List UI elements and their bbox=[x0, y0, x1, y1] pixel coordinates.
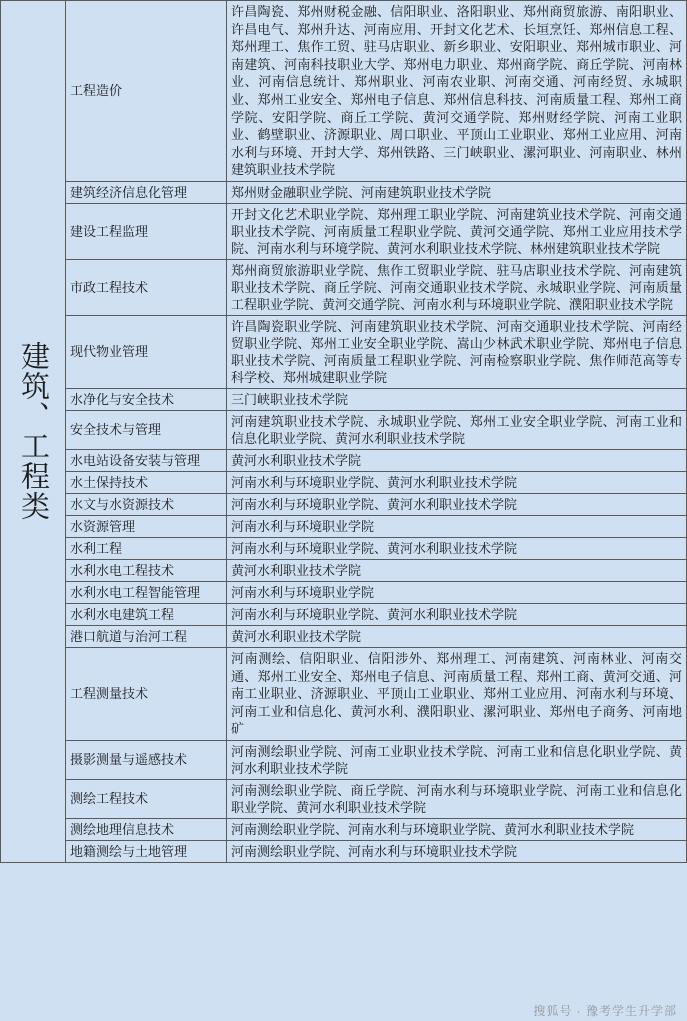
school-list: 开封文化艺术职业学院、郑州理工职业学院、河南建筑业技术学院、河南交通职业技术学院、河南质量工程职业学院、黄河交通学院、郑州工业应用技术学院、河南水利与环境学院、黄河水利职业技术学院、林州建筑职业技术学院 bbox=[227, 203, 687, 259]
table-row bbox=[1, 181, 687, 203]
major-name: 水利水电建筑工程 bbox=[66, 603, 227, 625]
table-row bbox=[1, 388, 687, 410]
table-row bbox=[1, 840, 687, 862]
watermark-text: 搜狐号 · 豫考学生升学部 bbox=[533, 1004, 677, 1018]
school-list: 河南测绘职业学院、商丘学院、河南水利与环境职业学院、河南工业和信息化职业学院、黄河水利职业技术学院 bbox=[227, 779, 687, 818]
school-list: 河南水利与环境职业学院、黄河水利职业技术学院 bbox=[227, 471, 687, 493]
school-list: 三门峡职业技术学院 bbox=[227, 388, 687, 410]
major-name: 建筑经济信息化管理 bbox=[66, 181, 227, 203]
table-row bbox=[1, 259, 687, 315]
table-row bbox=[1, 471, 687, 493]
table-body bbox=[1, 1, 687, 863]
category-label: 建筑、工程类 bbox=[17, 341, 49, 522]
table-row bbox=[1, 493, 687, 515]
table-row bbox=[1, 647, 687, 740]
major-name: 水土保持技术 bbox=[66, 471, 227, 493]
table-row bbox=[1, 559, 687, 581]
major-name: 建设工程监理 bbox=[66, 203, 227, 259]
major-name: 水利工程 bbox=[66, 537, 227, 559]
school-list: 河南水利与环境职业学院 bbox=[227, 581, 687, 603]
major-name: 工程造价 bbox=[66, 1, 227, 182]
school-list: 河南测绘职业学院、河南工业职业技术学院、河南工业和信息化职业学院、黄河水利职业技术学院 bbox=[227, 740, 687, 779]
major-name: 工程测量技术 bbox=[66, 647, 227, 740]
major-name: 测绘工程技术 bbox=[66, 779, 227, 818]
school-list: 郑州财金融职业学院、河南建筑职业技术学院 bbox=[227, 181, 687, 203]
table-row bbox=[1, 818, 687, 840]
major-name: 安全技术与管理 bbox=[66, 410, 227, 449]
school-list: 黄河水利职业技术学院 bbox=[227, 559, 687, 581]
table-row bbox=[1, 740, 687, 779]
school-list: 许昌陶瓷、郑州财税金融、信阳职业、洛阳职业、郑州商贸旅游、南阳职业、许昌电气、郑州升达、河南应用、开封文化艺术、长垣烹饪、郑州信息工程、郑州理工、焦作工贸、驻马店职业、新乡职业、安阳职业、郑州城市职业、河南建筑、河南科技职业大学、郑州电力职业、郑州商学院、商丘学院、河南林业、河南信息统计、郑州职业、河南农业职、河南交通、河南经贸、永城职业、郑州工业安全、郑州电子信息、郑州信息科技、河南质量工程、郑州工商学院、安阳学院、商丘工学院、黄河交通学院、郑州财经学院、河南工业职业、鹤壁职业、济源职业、周口职业、平顶山工业职业、郑州工业应用、河南水利与环境、开封大学、郑州铁路、三门峡职业、漯河职业、河南职业、林州建筑职业技术学院 bbox=[227, 1, 687, 182]
major-name: 地籍测绘与土地管理 bbox=[66, 840, 227, 862]
major-name: 水净化与安全技术 bbox=[66, 388, 227, 410]
table-row bbox=[1, 537, 687, 559]
major-name: 水文与水资源技术 bbox=[66, 493, 227, 515]
category-cell bbox=[1, 1, 66, 863]
major-name: 现代物业管理 bbox=[66, 315, 227, 388]
table-row bbox=[1, 779, 687, 818]
school-list: 河南水利与环境职业学院、黄河水利职业技术学院 bbox=[227, 603, 687, 625]
school-list: 河南水利与环境职业学院 bbox=[227, 515, 687, 537]
school-list: 河南测绘职业学院、河南水利与环境职业技术学院 bbox=[227, 840, 687, 862]
major-name: 港口航道与治河工程 bbox=[66, 625, 227, 647]
table-row bbox=[1, 515, 687, 537]
table-row bbox=[1, 203, 687, 259]
school-list: 河南建筑职业技术学院、永城职业学院、郑州工业安全职业学院、河南工业和信息化职业学院、黄河水利职业技术学院 bbox=[227, 410, 687, 449]
table-row bbox=[1, 603, 687, 625]
school-list: 河南测绘、信阳职业、信阳涉外、郑州理工、河南建筑、河南林业、河南交通、郑州工业安全、郑州电子信息、河南质量工程、郑州工商、黄河交通、河南工业职业、济源职业、平顶山工业职业、郑州工业应用、河南水利与环境、河南工业和信息化、黄河水利、濮阳职业、漯河职业、郑州电子商务、河南地矿 bbox=[227, 647, 687, 740]
school-list: 河南水利与环境职业学院、黄河水利职业技术学院 bbox=[227, 493, 687, 515]
table-row bbox=[1, 581, 687, 603]
school-list: 河南水利与环境职业学院、黄河水利职业技术学院 bbox=[227, 537, 687, 559]
major-name: 摄影测量与遥感技术 bbox=[66, 740, 227, 779]
major-name: 测绘地理信息技术 bbox=[66, 818, 227, 840]
table-row bbox=[1, 410, 687, 449]
school-list: 黄河水利职业技术学院 bbox=[227, 449, 687, 471]
school-list: 郑州商贸旅游职业学院、焦作工贸职业学院、驻马店职业技术学院、河南建筑职业技术学院、商丘学院、河南交通职业技术学院、永城职业学院、河南质量工程职业学院、黄河交通学院、河南水利与环境职业学院、濮阳职业技术学院 bbox=[227, 259, 687, 315]
major-name: 水利水电工程技术 bbox=[66, 559, 227, 581]
school-list: 黄河水利职业技术学院 bbox=[227, 625, 687, 647]
major-name: 水资源管理 bbox=[66, 515, 227, 537]
major-name: 市政工程技术 bbox=[66, 259, 227, 315]
table-row bbox=[1, 315, 687, 388]
table-row bbox=[1, 625, 687, 647]
school-list: 河南测绘职业学院、河南水利与环境职业学院、黄河水利职业技术学院 bbox=[227, 818, 687, 840]
major-name: 水电站设备安装与管理 bbox=[66, 449, 227, 471]
major-name: 水利水电工程智能管理 bbox=[66, 581, 227, 603]
table-row bbox=[1, 1, 687, 182]
school-list: 许昌陶瓷职业学院、河南建筑职业技术学院、河南交通职业技术学院、河南经贸职业学院、郑州工业安全职业学院、嵩山少林武术职业学院、郑州电子信息职业技术学院、河南质量工程职业学院、河南检察职业学院、焦作师范高等专科学校、郑州城建职业学院 bbox=[227, 315, 687, 388]
table-row bbox=[1, 449, 687, 471]
